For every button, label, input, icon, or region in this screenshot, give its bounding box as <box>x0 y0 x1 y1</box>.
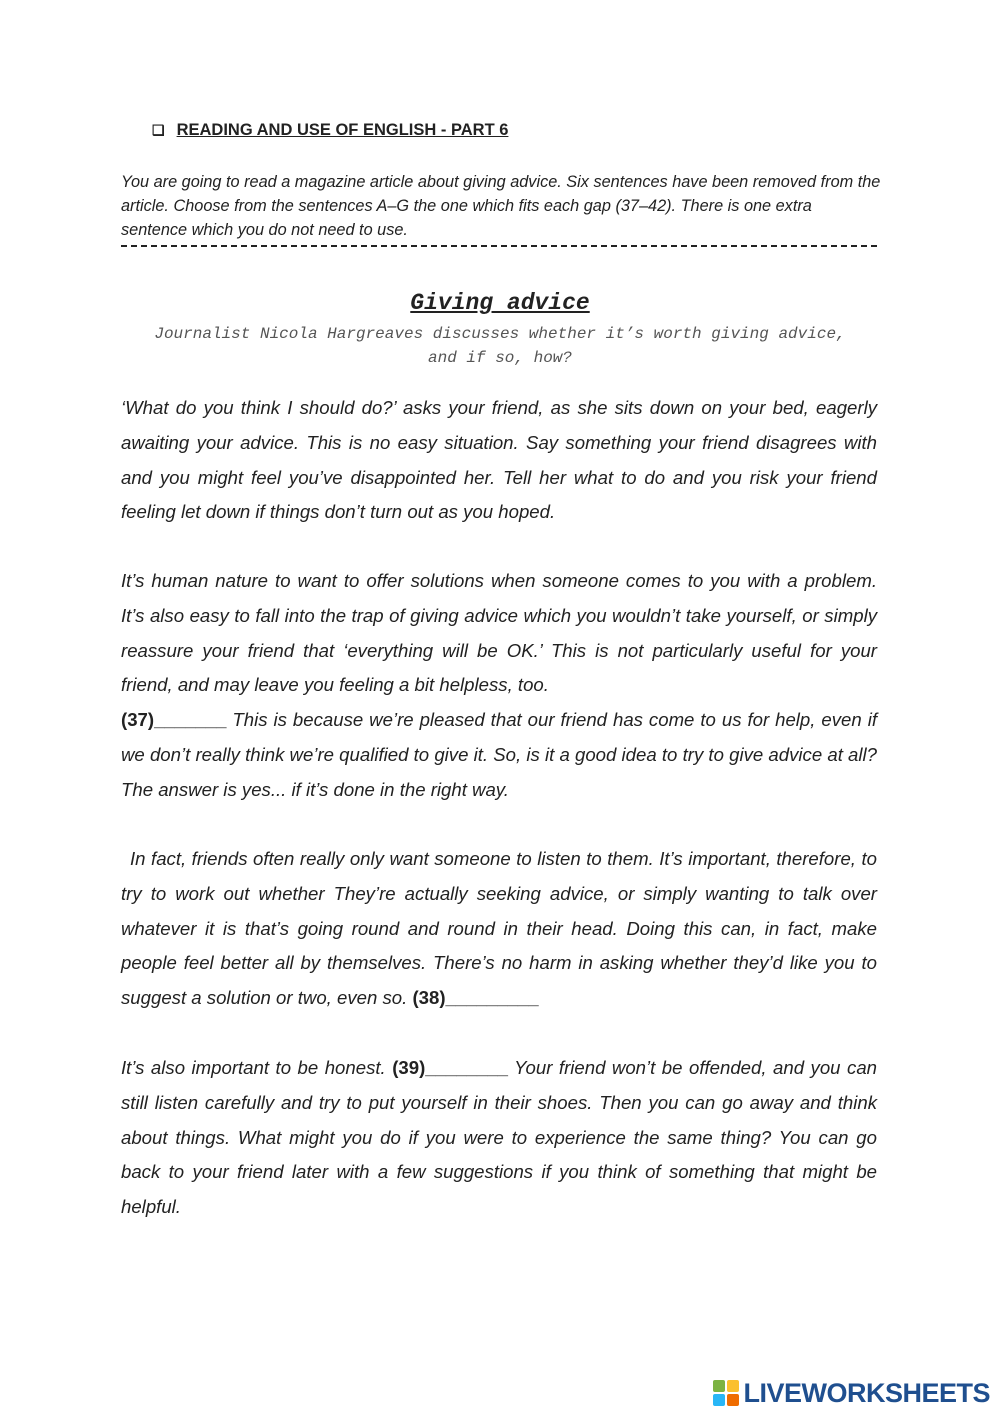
gap-39[interactable]: (39)________ <box>392 1057 508 1078</box>
section-title <box>152 121 508 140</box>
liveworksheets-logo <box>713 1376 990 1410</box>
dashed-divider <box>121 245 877 247</box>
section-title-text: READING AND USE OF ENGLISH - PART 6 <box>176 121 509 139</box>
paragraph-1: ‘What do you think I should do?’ asks your friend, as she sits down on your bed, eagerly awaiting your advice. This is no easy situation. Say something your friend disagrees with and you might feel you’ve disappointed her. Tell her what to do and you risk your friend feeling let down if things don’t turn out as you hoped. <box>121 397 877 523</box>
article-title: Giving advice <box>410 290 590 316</box>
paragraph-2-continued: This is because we’re pleased that our friend has come to us for help, even if we don’t really think we’re qualified to give it. So, is it a good idea to try to give advice at all? The answer is yes... if it’s done in the right way. <box>121 709 877 800</box>
liveworksheets-logo-icon <box>713 1380 739 1406</box>
paragraph-4-text: Your friend won’t be offended, and you can still listen carefully and try to put yourself in their shoes. Then you can go away and think about things. What might you do if you were to experience the same thing? You can go back to your friend later with a few suggestions if you think of something that might be helpful. <box>121 1057 877 1218</box>
paragraph-2 <box>121 564 877 808</box>
liveworksheets-logo-text: LIVEWORKSHEETS <box>743 1377 990 1408</box>
paragraph-4 <box>121 1051 877 1225</box>
paragraph-2-text: It’s human nature to want to offer solutions when someone comes to you with a problem. It’s also easy to fall into the trap of giving advice which you wouldn’t take yourself, or simply reassure your friend that ‘everything will be OK.’ This is not particularly useful for your friend, and may leave you feeling a bit helpless, too. <box>121 570 877 696</box>
gap-38[interactable]: (38)_________ <box>412 987 539 1009</box>
paragraph-4-start: It’s also important to be honest. <box>121 1057 393 1078</box>
paragraph-3 <box>121 842 877 1016</box>
checkbox-bullet-icon: ❏ <box>152 122 165 138</box>
gap-37[interactable]: (37)_______ <box>121 709 227 731</box>
instructions: You are going to read a magazine article about giving advice. Six sentences have been removed from the article. Choose from the sentences A–G the one which fits each gap (37–42). There is one extra sentence which you do not need to use. <box>121 173 881 239</box>
paragraph-3-text: In fact, friends often really only want someone to listen to them. It’s important, therefore, to try to work out whether They’re actually seeking advice, or simply wanting to talk over whatever it is that’s going round and round in their head. Doing this can, in fact, make people feel better all by themselves. There’s no harm in asking whether they’d like you to suggest a solution or two, even so. <box>121 848 877 1009</box>
article-subtitle: Journalist Nicola Hargreaves discusses whether it’s worth giving advice, and if so, how? <box>154 325 846 367</box>
